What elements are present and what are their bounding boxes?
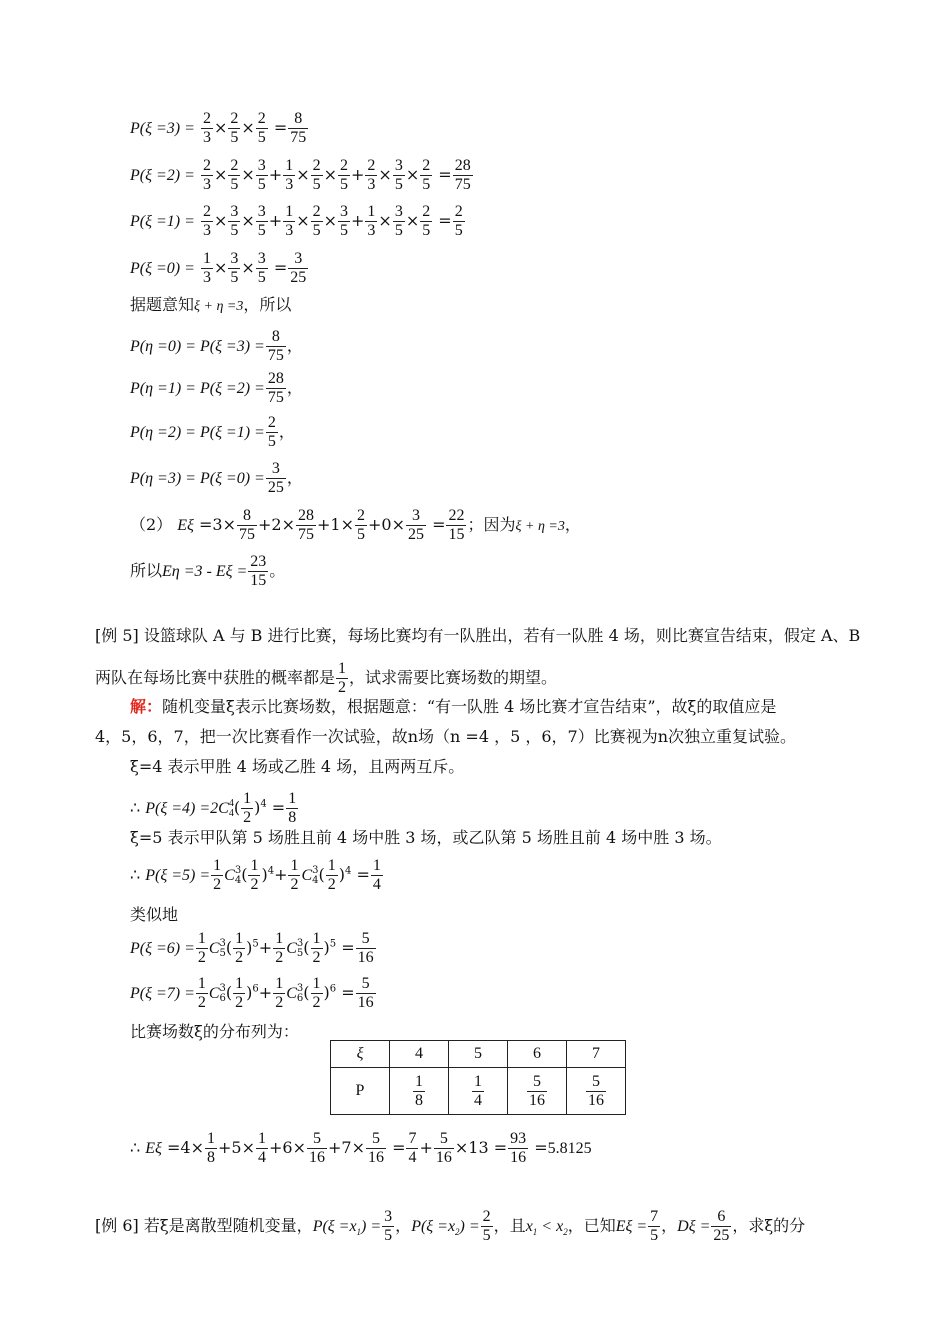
table-frac-den: 8: [415, 1091, 423, 1109]
example5-line2: 两队在每场比赛中获胜的概率都是 $\frac{1}{2}$ ，试求需要比赛场数的期望。: [95, 660, 558, 696]
table-header-cell: 7: [567, 1041, 626, 1068]
part2-relation: ξ + η =3: [515, 519, 565, 534]
prob-xi-2: P(ξ =2) = $\frac{2}{3}$ × $\frac{2}{5}$ × $\frac{3}{5}$ + $\frac{1}{3}$ × $\frac{2}{5}$ × $\frac{2}{5}$ + $\frac{2}{3}$ × $\frac{3}{5}$ × $\frac{2}{5}$ = $\frac{28}{75}$: [130, 157, 471, 193]
xi4-desc-text: ξ=4 表示甲胜 4 场或乙胜 4 场，且两两互斥。: [130, 757, 465, 776]
distribution-intro: [130, 1022, 299, 1042]
prob-eta-1-lhs: P(η =1) = P(ξ =2) =: [130, 380, 265, 397]
solution-text1: 随机变量ξ表示比赛场数，根据题意：“有一队胜 4 场比赛才宣告结束”，故ξ的取值应是: [162, 697, 777, 716]
table-frac-num: 5: [586, 1073, 606, 1092]
xi4-description: [130, 757, 464, 777]
example5-line1: [95, 626, 860, 646]
example5-text2b: ，试求需要比赛场数的期望。: [349, 668, 558, 687]
expectation-result-line: ∴ Eξ =4× $\frac{1}{8}$ +5× $\frac{1}{4}$ +6× $\frac{5}{16}$ +7× $\frac{5}{16}$ = $\frac{7}{4}$ + $\frac{5}{16}$ ×13 = $\frac{93}{16}$ =5.8125: [130, 1130, 592, 1166]
example5-text1: 设篮球队 A 与 B 进行比赛，每场比赛均有一队胜出，若有一队胜 4 场，则比赛宣告结束，假定 A、B: [143, 626, 861, 645]
example6-text-a: 若ξ是离散型随机变量，: [143, 1216, 313, 1235]
relation-line: [130, 295, 291, 317]
example6-label: [例 6]: [95, 1216, 139, 1235]
solution-text2: 4，5，6，7，把一次比赛看作一次试验，故n场（n =4 ，5 ，6，7）比赛视为n次独立重复试验。: [95, 727, 797, 746]
prob-xi5-line: ∴ P(ξ =5) = $\frac{1}{2}$ C 3 4 ( $\frac{1}{2}$ )$^4$+ $\frac{1}{2}$ C 3 4 ( $\frac{1}{2}$ )$^4$ = $\frac{1}{4}$: [130, 857, 381, 893]
expectation-xi-line: （2） Eξ =3× $\frac{8}{75}$ +2× $\frac{28}{75}$ +1× $\frac{2}{5}$ +0× $\frac{3}{25}$ = $\frac{22}{15}$ ；因为ξ + η =3，: [130, 507, 581, 543]
solution-label: 解：: [130, 697, 163, 716]
table-header-cell: ξ: [331, 1041, 390, 1068]
prob-xi-3-lhs: P(ξ =3) =: [130, 120, 195, 137]
table-frac-num: 1: [474, 1072, 482, 1090]
prob-xi-0: P(ξ =0) = $\frac{1}{3}$ × $\frac{3}{5}$ × $\frac{3}{5}$ = $\frac{3}{25}$: [130, 250, 307, 286]
prob-eta-2-lhs: P(η =2) = P(ξ =1) =: [130, 424, 265, 441]
xi5-description: [130, 828, 722, 848]
distribution-intro-text: 比赛场数ξ的分布列为：: [130, 1022, 299, 1041]
prob-eta-1: P(η =1) = P(ξ =2) = $\frac{28}{75}$ ，: [130, 370, 303, 406]
example5-text2a: 两队在每场比赛中获胜的概率都是: [95, 668, 336, 687]
relation-suffix: ，所以: [243, 295, 292, 314]
solution-line2: [95, 727, 796, 747]
table-header-row: [331, 1041, 626, 1068]
table-frac-den: 4: [474, 1091, 482, 1109]
table-cell: [567, 1068, 626, 1115]
prob-xi7-line: P(ξ =7) = $\frac{1}{2}$ C 3 6 ( $\frac{1}{2}$ )$^6$+ $\frac{1}{2}$ C 3 6 ( $\frac{1}{2}$ )$^6$ = $\frac{5}{16}$: [130, 975, 374, 1011]
prob-xi-3: P(ξ =3) = $\frac{2}{3}$ × $\frac{2}{5}$ × $\frac{2}{5}$ = $\frac{8}{75}$: [130, 110, 307, 146]
prob-eta-3-lhs: P(η =3) = P(ξ =0) =: [130, 470, 265, 487]
expectation-result-value: 5.8125: [547, 1140, 592, 1157]
solution-line1: [130, 697, 776, 717]
table-frac-num: 5: [527, 1073, 547, 1092]
prob-eta-0: P(η =0) = P(ξ =3) = $\frac{8}{75}$ ，: [130, 328, 303, 364]
prob-xi6-line: P(ξ =6) = $\frac{1}{2}$ C 3 5 ( $\frac{1}{2}$ )$^5$+ $\frac{1}{2}$ C 3 5 ( $\frac{1}{2}$ )$^5$ = $\frac{5}{16}$: [130, 930, 374, 966]
final-end: 。: [269, 561, 286, 580]
part2-label: （2）: [130, 515, 173, 534]
similarly-line: [130, 905, 178, 925]
table-header-cell: 5: [449, 1041, 508, 1068]
distribution-table: [330, 1040, 626, 1115]
prob-xi-1: P(ξ =1) = $\frac{2}{3}$ × $\frac{3}{5}$ × $\frac{3}{5}$ + $\frac{1}{3}$ × $\frac{2}{5}$ × $\frac{3}{5}$ + $\frac{1}{3}$ × $\frac{3}{5}$ × $\frac{2}{5}$ = $\frac{2}{5}$: [130, 203, 463, 239]
prob-xi-0-lhs: P(ξ =0) =: [130, 260, 195, 277]
part2-end: ，: [564, 515, 581, 534]
table-cell: [449, 1068, 508, 1115]
relation-intro: 据题意知: [130, 295, 195, 314]
relation-expr: ξ + η =3: [194, 299, 244, 314]
prob-eta-0-lhs: P(η =0) = P(ξ =3) =: [130, 338, 265, 355]
xi5-desc-text: ξ=5 表示甲队第 5 场胜且前 4 场中胜 3 场，或乙队第 5 场胜且前 4 场中胜 3 场。: [130, 828, 722, 847]
prob-xi-1-lhs: P(ξ =1) =: [130, 213, 195, 230]
part2-tail: ；因为: [467, 515, 516, 534]
table-frac-den: 16: [529, 1091, 545, 1109]
therefore-symbol-2: ∴: [130, 865, 141, 884]
prob-xi-2-lhs: P(ξ =2) =: [130, 167, 195, 184]
therefore-symbol-3: ∴: [130, 1138, 141, 1157]
final-prefix: 所以: [130, 561, 163, 580]
table-row-label: P: [331, 1068, 390, 1115]
therefore-symbol: ∴: [130, 798, 141, 817]
table-header-cell: 6: [508, 1041, 567, 1068]
table-header-cell: 4: [390, 1041, 449, 1068]
example6-line: [例 6] 若ξ是离散型随机变量，$P(\xi =x_1)$ = $\frac{3}{5}$ ，$P(\xi =x_2)$ = $\frac{2}{5}$ ，且$x_1 < x_2$，已知Eξ = $\frac{7}{5}$ ，Dξ = $\frac{6}{25}$ ，求ξ的分: [95, 1208, 806, 1244]
final-expr: Eη =3 - Eξ =: [162, 563, 248, 580]
table-frac-den: 16: [588, 1091, 604, 1109]
example6-text-c: ，已知: [567, 1216, 616, 1235]
prob-xi4-line: ∴ P(ξ =4) =2C 4 4 ( $\frac{1}{2}$ )$^4$ = $\frac{1}{8}$: [130, 790, 297, 826]
similarly-text: 类似地: [130, 905, 179, 924]
expectation-eta-line: 所以Eη =3 - Eξ = $\frac{23}{15}$ 。: [130, 553, 286, 589]
example6-text-b: ，且: [493, 1216, 526, 1235]
table-cell: [508, 1068, 567, 1115]
prob-eta-2: P(η =2) = P(ξ =1) = $\frac{2}{5}$ ，: [130, 414, 295, 450]
example5-label: [例 5]: [95, 626, 139, 645]
table-cell: [390, 1068, 449, 1115]
table-row: [331, 1068, 626, 1115]
table-frac-num: 1: [415, 1072, 423, 1090]
prob-eta-3: P(η =3) = P(ξ =0) = $\frac{3}{25}$ ，: [130, 460, 303, 496]
example6-text-d: ，求ξ的分: [732, 1216, 806, 1235]
